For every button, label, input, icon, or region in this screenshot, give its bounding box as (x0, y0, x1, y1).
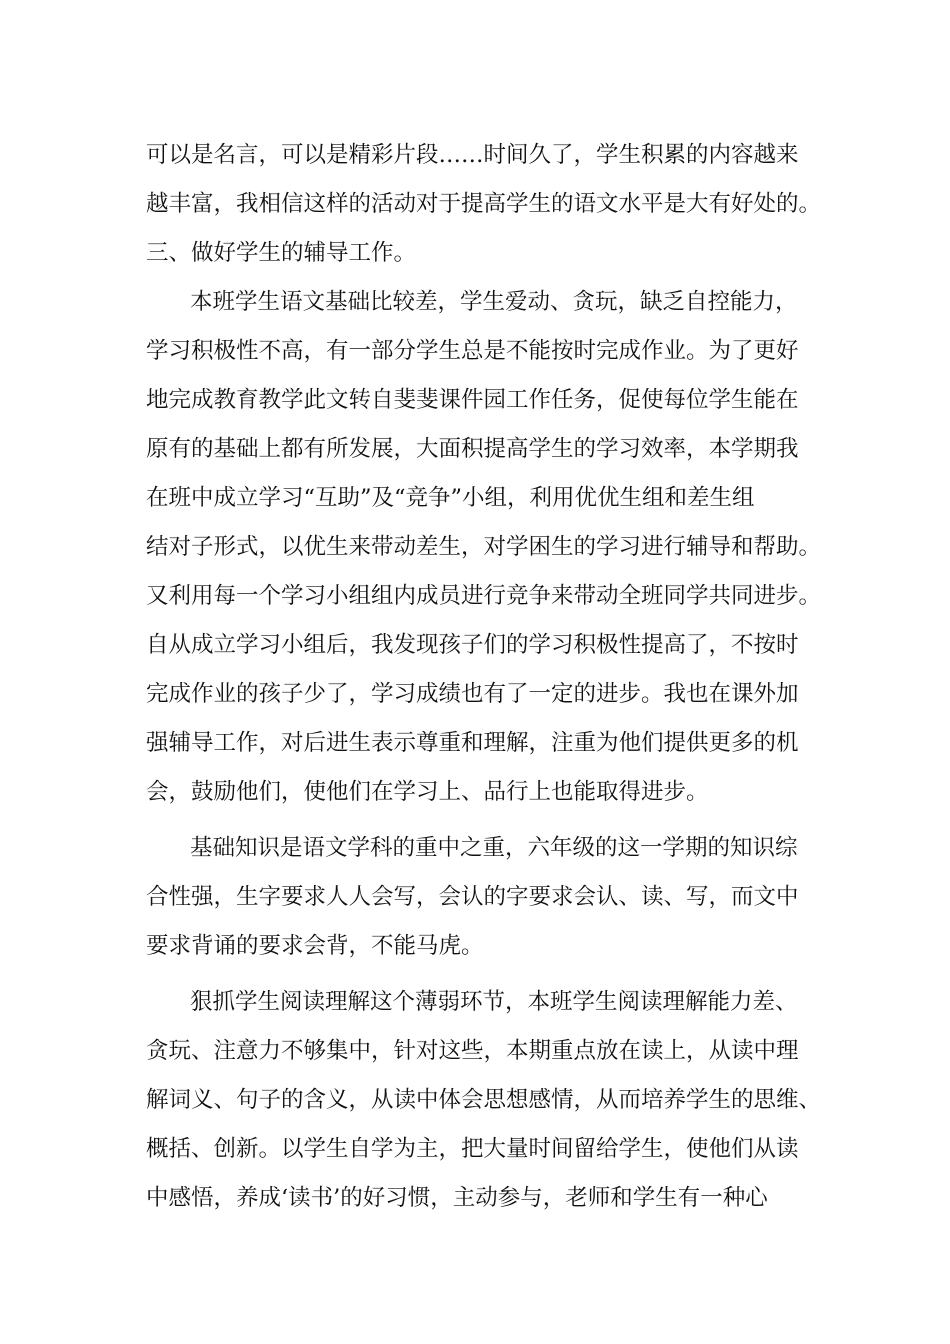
text-line: 结对子形式，以优生来带动差生，对学困生的学习进行辅导和帮助。 (146, 534, 822, 560)
text-line: 又利用每一个学习小组组内成员进行竞争来带动全班同学共同进步。 (146, 583, 822, 609)
text-line: 中感悟，养成‘读书’的好习惯，主动参与，老师和学生有一种心 (146, 1185, 768, 1211)
text-line: 概括、创新。以学生自学为主，把大量时间留给学生，使他们从读 (146, 1136, 799, 1162)
text-line: 要求背诵的要求会背，不能马虎。 (146, 933, 484, 959)
text-line: 可以是名言，可以是精彩片段……时间久了，学生积累的内容越来 (146, 142, 799, 168)
text-line: 贪玩、注意力不够集中，针对这些，本期重点放在读上，从读中理 (146, 1038, 799, 1064)
text-line: 会，鼓励他们，使他们在学习上、品行上也能取得进步。 (146, 779, 709, 805)
text-line: 解词义、句子的含义，从读中体会思想感情，从而培养学生的思维、 (146, 1087, 822, 1113)
text-line: 学习积极性不高，有一部分学生总是不能按时完成作业。为了更好 (146, 338, 799, 364)
text-line: 越丰富，我相信这样的活动对于提高学生的语文水平是大有好处的。 (146, 191, 822, 217)
paragraph-first-line: 基础知识是语文学科的重中之重，六年级的这一学期的知识综 (190, 835, 798, 861)
text-line: 自从成立学习小组后，我发现孩子们的学习积极性提高了，不按时 (146, 632, 799, 658)
text-line: 完成作业的孩子少了，学习成绩也有了一定的进步。我也在课外加 (146, 681, 799, 707)
text-line: 在班中成立学习“互助”及“竞争”小组，利用优优生组和差生组 (146, 485, 755, 511)
paragraph-first-line: 狠抓学生阅读理解这个薄弱环节，本班学生阅读理解能力差、 (190, 989, 798, 1015)
text-line: 原有的基础上都有所发展，大面积提高学生的学习效率，本学期我 (146, 436, 799, 462)
section-heading: 三、做好学生的辅导工作。 (146, 240, 417, 266)
text-line: 强辅导工作，对后进生表示尊重和理解，注重为他们提供更多的机 (146, 730, 799, 756)
text-line: 地完成教育教学此文转自斐斐课件园工作任务，促使每位学生能在 (146, 387, 799, 413)
paragraph-first-line: 本班学生语文基础比较差，学生爱动、贪玩，缺乏自控能力， (190, 289, 798, 315)
text-line: 合性强，生字要求人人会写，会认的字要求会认、读、写，而文中 (146, 884, 799, 910)
